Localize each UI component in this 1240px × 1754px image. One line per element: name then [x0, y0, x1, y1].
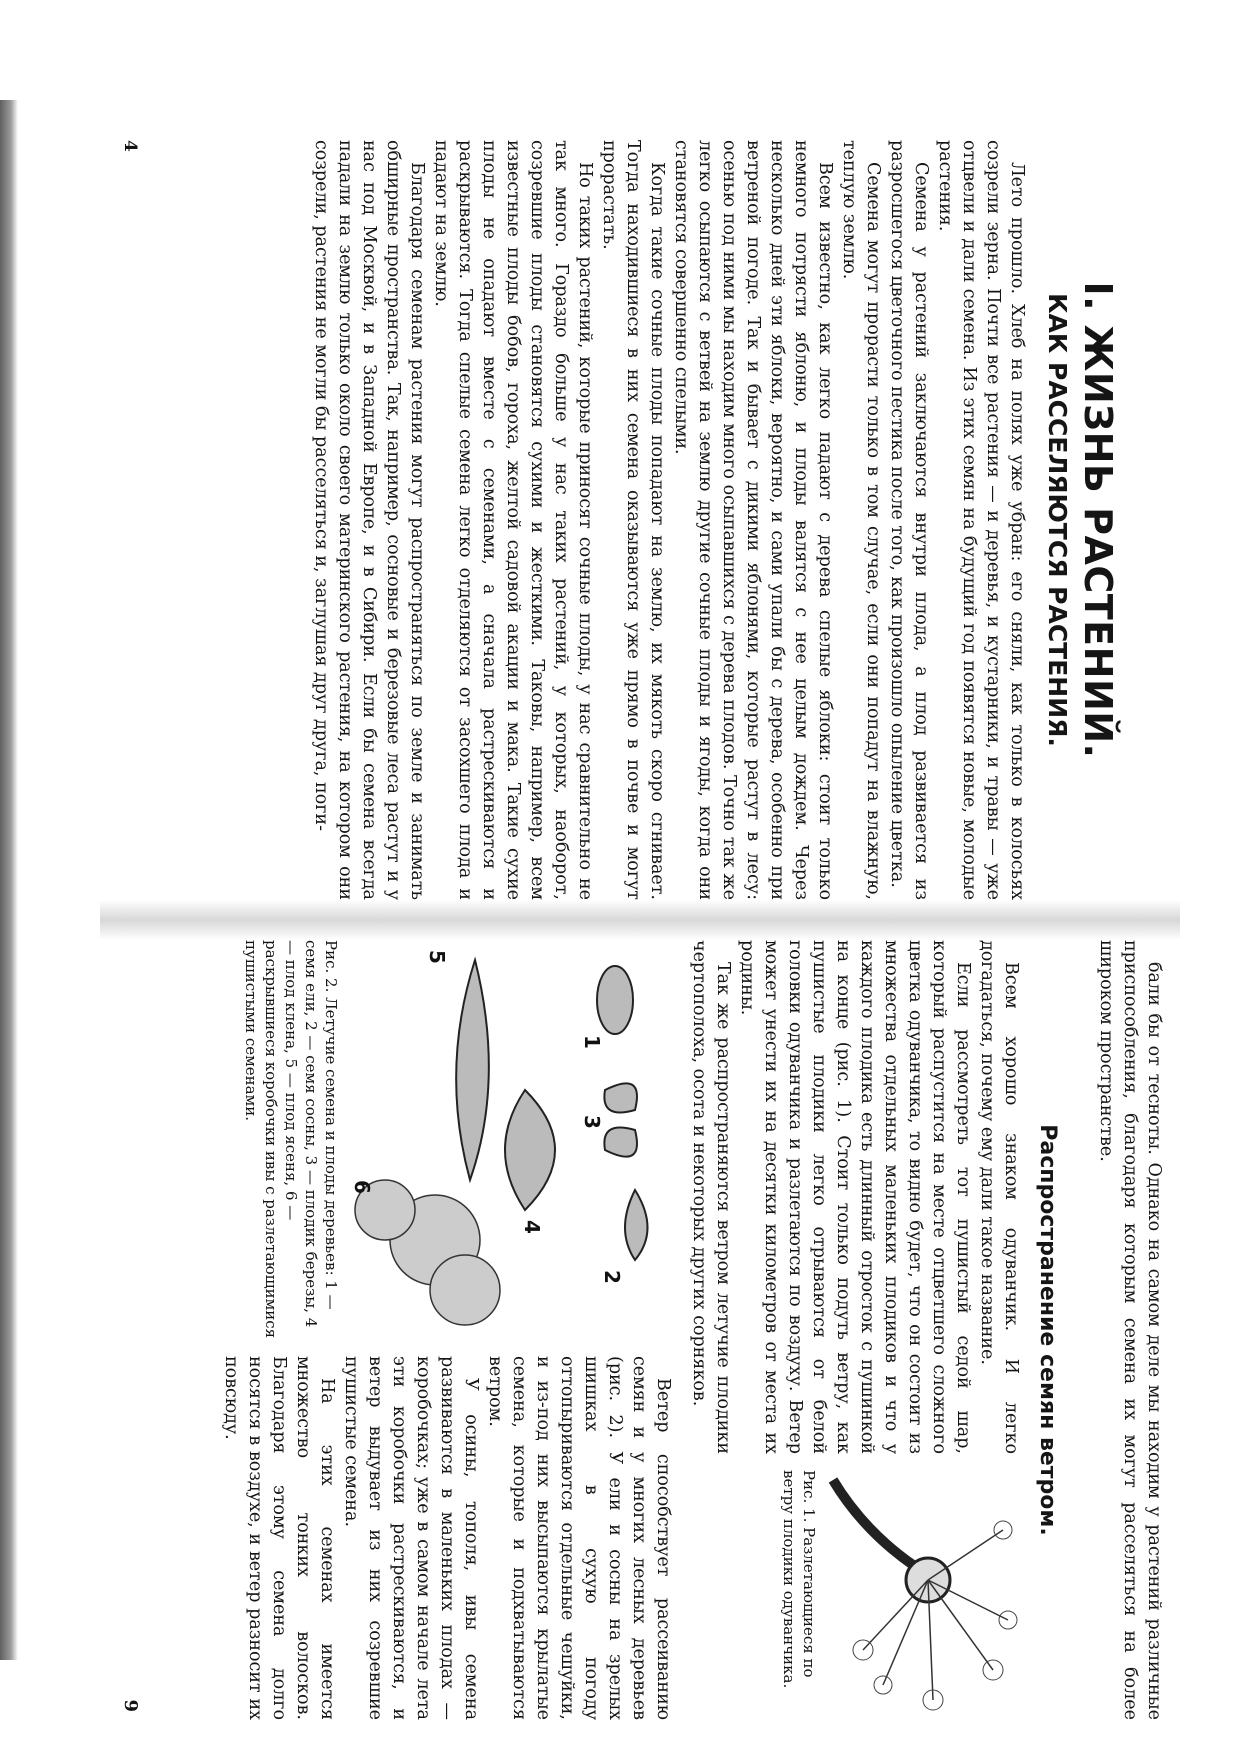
paragraph: Всем хорошо знаком одуванчик. И легко догадаться, почему ему дали такое название. [977, 940, 1021, 1454]
signature-mark: 4 [120, 140, 140, 152]
figure-1 [687, 1470, 1023, 1720]
paragraph: Когда такие сочные плоды попадают на землю, их мякоть скоро сгнивает. Тогда находившиеся в них семена оказываются уже прямо в почве и могут прорастать. [599, 140, 667, 900]
paragraph: У осины, тополя, ивы семена развиваются в маленьких плодах — коробочках; уже в самом начале лета эти коробочки растрескиваются, и ветер выдувает из них созревшие пушистые семена. [341, 1356, 481, 1720]
chapter-title: I. ЖИЗНЬ РАСТЕНИЙ. [1076, 281, 1120, 759]
tree-seeds-block [219, 940, 675, 1720]
paragraph: Если рассмотреть тот пушистый седой шар, который распустится на месте отцветшего сложного цветка одуванчика, то видно будет, что он состоит из множества отдельных маленьких плодиков и что у каждого плодика есть длинный отросток с пушинкой на конце (рис. 1). Стоит только подуть ветру, как пушистые плодики легко отрываются от белой головки одуванчика и разлетаются по воздуху. Ветер может унести их на десятки километров от места их родины. [737, 940, 973, 1454]
dandelion-block [687, 940, 1023, 1720]
paragraph: Ветер способствует рассеиванию семян и у многих лесных деревьев (рис. 2). У ели и сосны на зрелых шишках в сухую погоду оттопыриваются отдельные чешуйки, и из-под них высыпаются крылатые семена, которые и подхватываются ветром. [485, 1356, 673, 1720]
dandelion-illustration [823, 1470, 1023, 1720]
text-column [219, 1356, 675, 1720]
paragraph: Семена у растений заключаются внутри плода, а плод развивается из разросшегося цветочного пестика после того, как произошло опыление цветка. [887, 140, 931, 900]
section-title: КАК РАССЕЛЯЮТСЯ РАСТЕНИЯ. [1043, 293, 1072, 747]
figure-2-label: 1 [580, 1035, 604, 1049]
paragraph: Всем известно, как легко падают с дерева спелые яблоки: стоит только немного потрясти яблоню, и плоды валятся с нее целым дождем. Через несколько дней эти яблоки, вероятно, и сами упали бы с дерева, особенно при ветреной погоде. Так и бывает с дикими яблонями, которые растут в лесу: осенью под ними мы находим много осыпавшихся с дерева плодов. Точно так же легко осыпаются с ветвей на землю другие сочные плоды и ягоды, когда они становятся совершенно спелыми. [671, 140, 835, 900]
tree-seeds-illustration [345, 940, 675, 1340]
subsection-title: Распространение семян ветром. [1035, 1124, 1060, 1536]
book-spread [100, 140, 1180, 1720]
paragraph: Лето прошло. Хлеб на полях уже убран: его сняли, как только в колосьях созрели зерна. Почти все растения — и деревья, и кустарники, и травы — уже отцвели и дали семена. Из этих семян на будущий год появятся новые, молодые растения. [935, 140, 1027, 900]
figure-2-label: 6 [350, 1180, 374, 1194]
paragraph: Так же распространяются ветром летучие плодики чертополоха, осота и некоторых других сорняков. [689, 940, 733, 1454]
page-number: 9 [120, 1699, 141, 1712]
figure-2-label: 4 [520, 1220, 544, 1234]
paragraph: На этих семенах имеется множество тонких волосков. Благодаря этому семена долго носятся в воздухе, и ветер разносит их повсюду. [221, 1356, 337, 1720]
left-page [100, 140, 1180, 900]
figure-1-caption: Рис. 1. Разлетающиеся по ветру плодики одуванчика. [780, 1470, 818, 1689]
figure-2 [219, 940, 675, 1340]
paragraph: бали бы от тесноты. Однако на самом деле мы находим у растений различные приспособления, благодаря которым семена их могут расселяться на более широком пространстве. [1096, 940, 1164, 1720]
paragraph: Благодаря семенам растения могут распространяться по земле и занимать обширные пространства. Так, например, сосновые и березовые леса растут и у нас под Москвой, и в Западной Европе, и в Сибири. Если бы семена всегда падали на землю только около своего материнского растения, на котором они созрели, растения не могли бы расселяться и, заглушая друг друга, поги- [311, 140, 427, 900]
paragraph: Семена могут прорасти только в том случае, если они попадут на влажную, теплую землю. [839, 140, 883, 900]
figure-2-label: 3 [580, 1115, 604, 1129]
figure-2-label: 2 [600, 1270, 624, 1284]
scan-edge [0, 100, 18, 1660]
right-page [100, 940, 1180, 1720]
figure-2-caption: Рис. 2. Летучие семена и плоды деревьев: 1 — семя ели, 2 — семя сосны, 3 — плодик березы, 4 — плод клена, 5 — плод ясеня, 6 — раскрывшиеся коробочки ивы с разлетающимися пушистыми семенами. [242, 940, 340, 1339]
figure-2-label: 5 [425, 950, 449, 964]
paragraph: Но таких растений, которые приносят сочные плоды, у нас сравнительно не так много. Гораздо больше у нас таких растений, у которых, наоборот, созревшие плоды становятся сухими и жесткими. Таковы, например, всем известные плоды бобов, гороха, желтой садовой акации и мака. Такие сухие плоды не опадают вместе с семенами, а сначала растрескиваются и раскрываются. Тогда спелые семена легко отделяются от засохшего плода и падают на землю. [431, 140, 595, 900]
page-gutter [100, 900, 1180, 940]
text-column [687, 940, 1023, 1454]
